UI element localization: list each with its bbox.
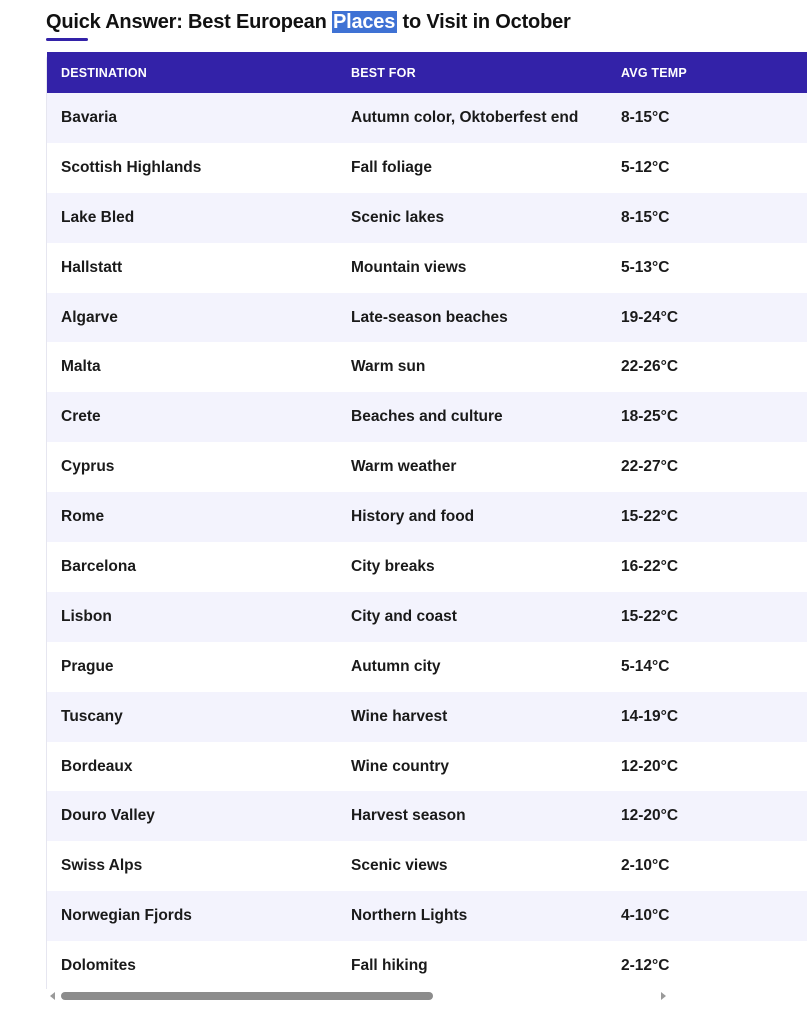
table-row: [47, 243, 807, 293]
page-title: [46, 8, 571, 36]
column-header-best-for: BEST FOR: [337, 52, 607, 93]
avg-temp-cell: 8-15°C: [607, 193, 807, 243]
table-row: [47, 143, 807, 193]
table-row: [47, 492, 807, 542]
avg-temp-cell: 16-22°C: [607, 542, 807, 592]
destination-cell: Douro Valley: [47, 791, 337, 841]
destination-cell: Cyprus: [47, 442, 337, 492]
destination-cell: Swiss Alps: [47, 841, 337, 891]
best-for-cell: Scenic views: [337, 841, 607, 891]
destination-cell: Scottish Highlands: [47, 143, 337, 193]
destination-cell: Crete: [47, 392, 337, 442]
avg-temp-cell: 4-10°C: [607, 891, 807, 941]
triangle-right-icon[interactable]: [661, 992, 666, 1000]
table-row: [47, 442, 807, 492]
avg-temp-cell: 2-10°C: [607, 841, 807, 891]
scrollbar-thumb[interactable]: [61, 992, 433, 1000]
destination-cell: Lake Bled: [47, 193, 337, 243]
destination-cell: Algarve: [47, 293, 337, 343]
destinations-table-container[interactable]: [46, 52, 687, 989]
avg-temp-cell: 22-26°C: [607, 342, 807, 392]
table-row: [47, 193, 807, 243]
best-for-cell: Warm weather: [337, 442, 607, 492]
table-header-row: [47, 52, 807, 93]
destination-cell: Tuscany: [47, 692, 337, 742]
best-for-cell: Harvest season: [337, 791, 607, 841]
best-for-cell: City breaks: [337, 542, 607, 592]
destinations-table: [47, 52, 807, 991]
destination-cell: Norwegian Fjords: [47, 891, 337, 941]
best-for-cell: Northern Lights: [337, 891, 607, 941]
best-for-cell: Warm sun: [337, 342, 607, 392]
column-header-avg-temp: AVG TEMP: [607, 52, 807, 93]
avg-temp-cell: 15-22°C: [607, 492, 807, 542]
best-for-cell: Mountain views: [337, 243, 607, 293]
table-row: [47, 642, 807, 692]
best-for-cell: Late-season beaches: [337, 293, 607, 343]
best-for-cell: History and food: [337, 492, 607, 542]
table-row: [47, 342, 807, 392]
best-for-cell: Wine harvest: [337, 692, 607, 742]
avg-temp-cell: 5-12°C: [607, 143, 807, 193]
destination-cell: Bavaria: [47, 93, 337, 143]
column-header-destination: DESTINATION: [47, 52, 337, 93]
selected-text[interactable]: Places: [332, 11, 396, 33]
table-row: [47, 891, 807, 941]
best-for-cell: Fall hiking: [337, 941, 607, 991]
avg-temp-cell: 12-20°C: [607, 742, 807, 792]
table-row: [47, 941, 807, 991]
destination-cell: Prague: [47, 642, 337, 692]
table-row: [47, 392, 807, 442]
best-for-cell: Scenic lakes: [337, 193, 607, 243]
destination-cell: Barcelona: [47, 542, 337, 592]
avg-temp-cell: 19-24°C: [607, 293, 807, 343]
table-row: [47, 742, 807, 792]
avg-temp-cell: 5-13°C: [607, 243, 807, 293]
table-row: [47, 592, 807, 642]
destination-cell: Dolomites: [47, 941, 337, 991]
best-for-cell: Autumn color, Oktoberfest end: [337, 93, 607, 143]
table-row: [47, 293, 807, 343]
best-for-cell: Wine country: [337, 742, 607, 792]
destination-cell: Hallstatt: [47, 243, 337, 293]
best-for-cell: Fall foliage: [337, 143, 607, 193]
table-header: [47, 52, 807, 93]
destination-cell: Bordeaux: [47, 742, 337, 792]
best-for-cell: Beaches and culture: [337, 392, 607, 442]
title-text-end: to Visit in October: [397, 11, 571, 33]
avg-temp-cell: 18-25°C: [607, 392, 807, 442]
avg-temp-cell: 14-19°C: [607, 692, 807, 742]
avg-temp-cell: 5-14°C: [607, 642, 807, 692]
table-row: [47, 692, 807, 742]
destination-cell: Lisbon: [47, 592, 337, 642]
avg-temp-cell: 8-15°C: [607, 93, 807, 143]
destination-cell: Malta: [47, 342, 337, 392]
avg-temp-cell: 22-27°C: [607, 442, 807, 492]
table-row: [47, 93, 807, 143]
title-underline: [46, 38, 88, 41]
avg-temp-cell: 2-12°C: [607, 941, 807, 991]
table-row: [47, 542, 807, 592]
table-body: [47, 93, 807, 991]
table-row: [47, 841, 807, 891]
table-row: [47, 791, 807, 841]
best-for-cell: Autumn city: [337, 642, 607, 692]
triangle-left-icon[interactable]: [50, 992, 55, 1000]
avg-temp-cell: 15-22°C: [607, 592, 807, 642]
best-for-cell: City and coast: [337, 592, 607, 642]
destination-cell: Rome: [47, 492, 337, 542]
title-text-start: Quick Answer: Best European: [46, 11, 332, 33]
horizontal-scrollbar[interactable]: [46, 990, 670, 1002]
avg-temp-cell: 12-20°C: [607, 791, 807, 841]
